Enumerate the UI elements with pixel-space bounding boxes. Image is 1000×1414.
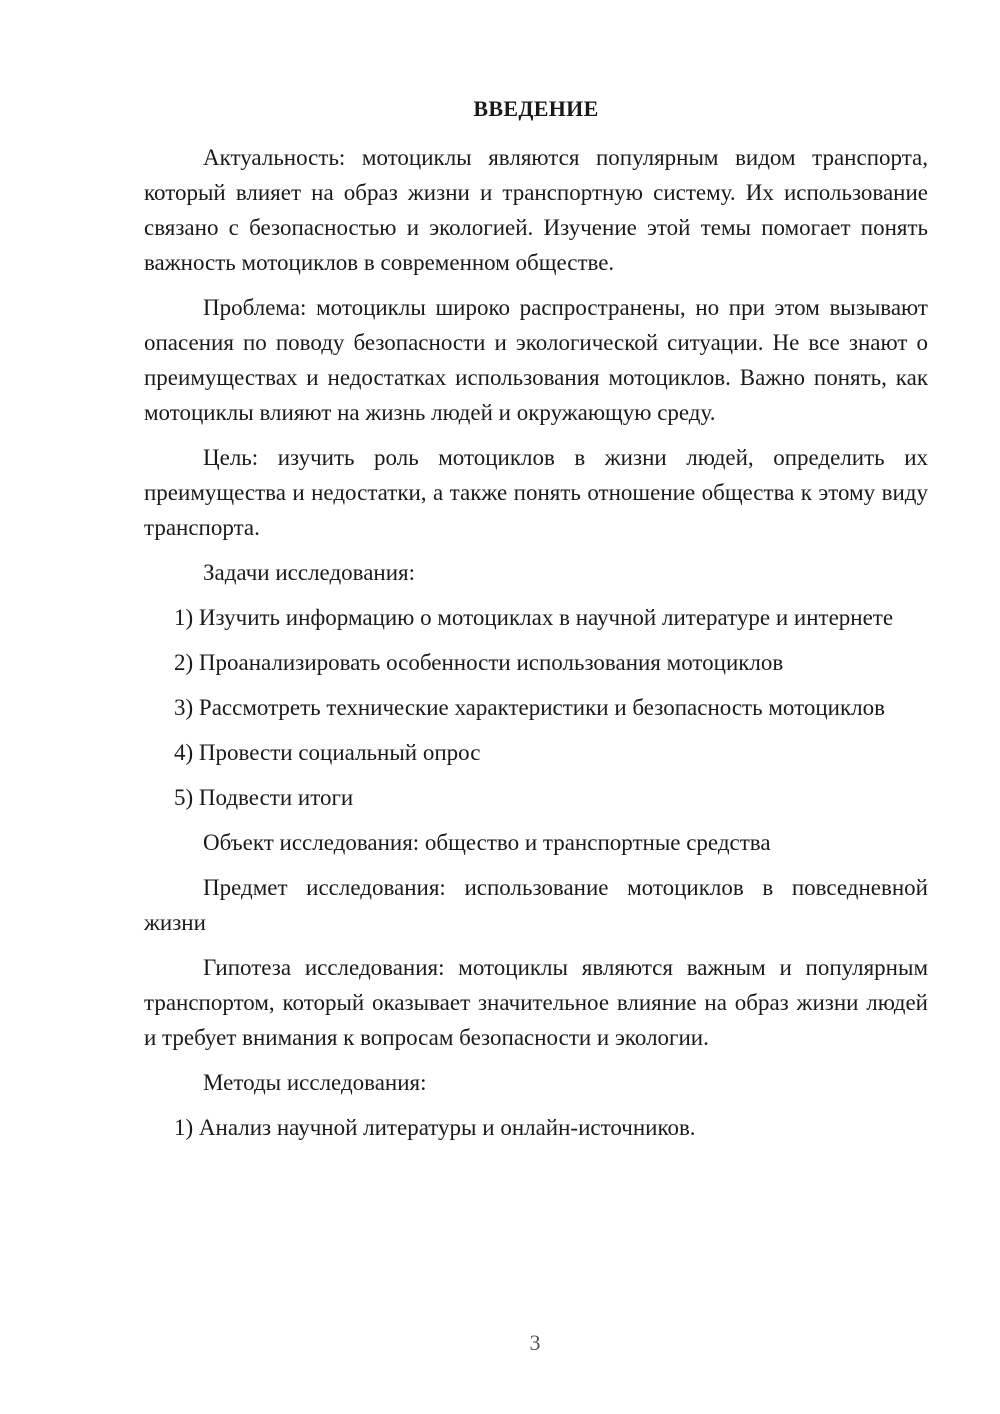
paragraph-goal: Цель: изучить роль мотоциклов в жизни людей, определить их преимущества и недостатки, а также понять отношение общества к этому виду транспорта.: [144, 445, 928, 540]
section-title: ВВЕДЕНИЕ: [473, 96, 599, 121]
paragraph-relevance: Актуальность: мотоциклы являются популярным видом транспорта, который влияет на образ жизни и транспортную систему. Их использование связано с безопасностью и экологией. Изучение этой темы помогает понять важность мотоциклов в современном обществе.: [144, 145, 928, 275]
page-number: 3: [529, 1330, 541, 1355]
method-item-1: 1) Анализ научной литературы и онлайн-источников.: [174, 1115, 696, 1140]
paragraph-problem: Проблема: мотоциклы широко распространены, но при этом вызывают опасения по поводу безопасности и экологической ситуации. Не все знают о преимуществах и недостатках использования мотоциклов. Важно понять, как мотоциклы влияют на жизнь людей и окружающую среду.: [144, 295, 928, 425]
task-item-1: 1) Изучить информацию о мотоциклах в научной литературе и интернете: [174, 605, 894, 630]
paragraph-methods-heading: Методы исследования:: [203, 1070, 427, 1095]
task-item-5: 5) Подвести итоги: [174, 785, 354, 810]
paragraph-object: Объект исследования: общество и транспортные средства: [203, 830, 771, 855]
paragraph-tasks-heading: Задачи исследования:: [203, 560, 416, 585]
task-item-2: 2) Проанализировать особенности использования мотоциклов: [174, 650, 784, 675]
task-item-3: 3) Рассмотреть технические характеристики и безопасность мотоциклов: [174, 695, 885, 720]
paragraph-hypothesis: Гипотеза исследования: мотоциклы являются важным и популярным транспортом, который оказывает значительное влияние на образ жизни людей и требует внимания к вопросам безопасности и экологии.: [144, 955, 928, 1050]
page-content: [144, 94, 928, 1155]
task-item-4: 4) Провести социальный опрос: [174, 740, 481, 765]
paragraph-subject: Предмет исследования: использование мотоциклов в повседневной жизни: [144, 875, 928, 935]
